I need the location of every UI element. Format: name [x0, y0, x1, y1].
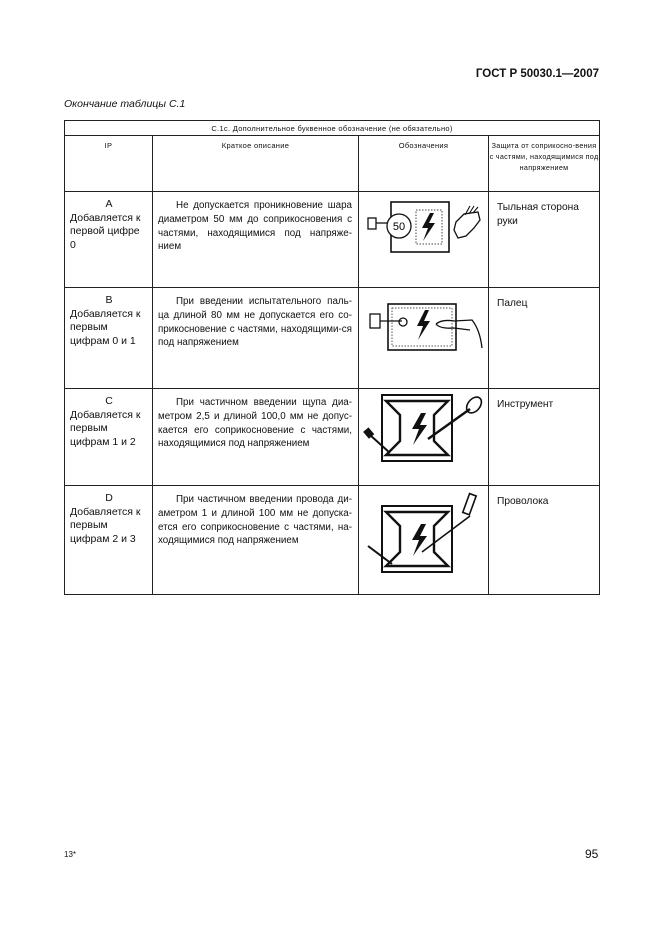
protection-table: [64, 120, 600, 595]
table-row: [65, 192, 600, 288]
protection-cell: Тыльная сторона руки: [489, 192, 600, 288]
ip-note: Добавляется к первой цифре 0: [70, 211, 141, 251]
description-cell: При введении испытательного паль-ца длиной 80 мм не допускается его со-прикосновение с частями, находящими-ся под напряжением: [153, 288, 359, 389]
ip-note: Добавляется к первым цифрам 2 и 3: [70, 505, 141, 545]
symbol-cell: [359, 389, 489, 486]
back-of-hand-symbol: [362, 192, 486, 262]
protection-cell: Проволока: [489, 486, 600, 595]
symbol-cell: [359, 288, 489, 389]
column-header-ip: IP: [65, 136, 153, 192]
column-header-protection: Защита от соприкосно-вения с частями, находящимися под напряжением: [489, 136, 600, 192]
ip-cell: [65, 486, 153, 595]
table-row: [65, 486, 600, 595]
finger-symbol: [362, 288, 486, 360]
symbol-cell: [359, 192, 489, 288]
protection-cell: Палец: [489, 288, 600, 389]
wire-symbol: [362, 486, 486, 578]
ball-diameter-label: 50: [392, 221, 405, 233]
ip-note: Добавляется к первым цифрам 1 и 2: [70, 408, 141, 448]
table-row: [65, 389, 600, 486]
description-cell: При частичном введении провода ди-аметром 1 и длиной 100 мм не допуска-ется его соприкосновение с частями, на-ходящимися под напряжением: [153, 486, 359, 595]
tool-symbol: [362, 389, 486, 469]
ip-code: C: [105, 395, 113, 407]
protection-cell: Инструмент: [489, 389, 600, 486]
ip-cell: [65, 389, 153, 486]
description-cell: При частичном введении щупа диа-метром 2,5 и длиной 100,0 мм не допус-кается его соприкосновение с частями, находящимися под напряжением: [153, 389, 359, 486]
table-subtitle: С.1с. Дополнительное буквенное обозначение (не обязательно): [65, 121, 600, 136]
standard-number: ГОСТ Р 50030.1—2007: [475, 68, 599, 80]
page-number: 95: [585, 847, 599, 861]
ip-code: A: [105, 198, 113, 210]
ip-code: B: [105, 294, 113, 306]
symbol-cell: [359, 486, 489, 595]
ip-code: D: [105, 492, 113, 504]
description-cell: Не допускается проникновение шара диаметром 50 мм до соприкосновения с частями, находящимися под напряже-нием: [153, 192, 359, 288]
ip-cell: [65, 192, 153, 288]
footer-mark: 13*: [64, 850, 77, 859]
column-header-symbol: Обозначения: [359, 136, 489, 192]
column-header-description: Краткое описание: [153, 136, 359, 192]
ip-note: Добавляется к первым цифрам 0 и 1: [70, 307, 141, 347]
ip-cell: [65, 288, 153, 389]
table-row: [65, 288, 600, 389]
table-caption: Окончание таблицы С.1: [64, 98, 186, 110]
